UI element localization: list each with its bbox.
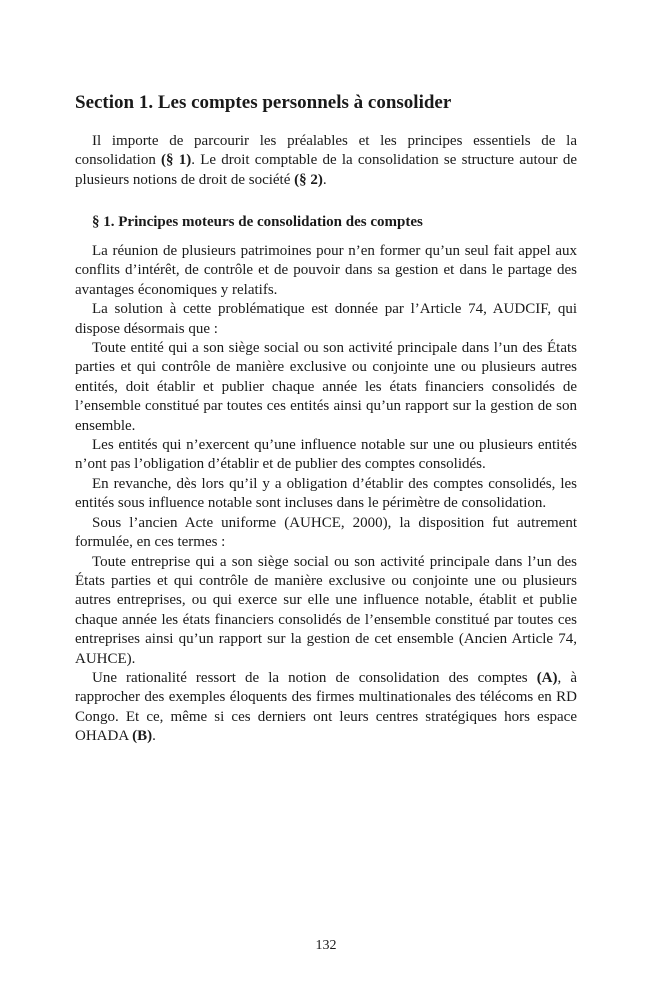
subsection-title: § 1. Principes moteurs de consolidation des comptes xyxy=(92,214,423,230)
intro-paragraph xyxy=(75,132,577,190)
intro-block xyxy=(75,132,577,190)
p8-text-1: Une rationalité ressort de la notion de consolidation des comptes xyxy=(92,669,537,686)
page-number: 132 xyxy=(315,938,337,953)
section-title: Section 1. Les comptes personnels à consolider xyxy=(75,92,452,113)
intro-ref-1: (§ 1) xyxy=(161,152,192,169)
p8-text-3: . xyxy=(152,728,156,745)
paragraph-1: La réunion de plusieurs patrimoines pour n’en former qu’un seul fait appel aux conflits d’intérêt, de contrôle et de pouvoir dans sa gestion et dans le partage des avantages économiques y relatifs. xyxy=(75,243,577,298)
p8-ref-1: (A) xyxy=(536,669,558,686)
p8-text-2: , à rapprocher des exemples éloquents des firmes multinationales des télécoms en RD Congo. Et ce, même si ces derniers ont leurs centres stratégiques hors espace OHADA xyxy=(75,669,577,745)
intro-text-2: . Le droit comptable de la consolidation se structure autour de plusieurs notions de droit de société xyxy=(75,152,577,188)
paragraph-5: En revanche, dès lors qu’il y a obligation d’établir des comptes consolidés, les entités sous influence notable sont incluses dans le périmètre de consolidation. xyxy=(75,475,577,512)
document-page xyxy=(75,0,577,1006)
p8-ref-2: (B) xyxy=(132,728,153,745)
paragraph-8 xyxy=(75,669,577,747)
intro-text-1: Il importe de parcourir les préalables et les principes essentiels de la consolidation xyxy=(75,133,577,169)
paragraph-7-quote: Toute entreprise qui a son siège social ou son activité principale dans l’un des États parties et qui contrôle de manière exclusive ou conjointe une ou plusieurs autres entreprises, ou qui exerce sur elle une influence notable, établit et publie chaque année les états financiers consolidés de l’ensemble constitué par toutes ces entreprises ainsi qu’un rapport sur la gestion de cet ensemble (Ancien Article 74, AUHCE). xyxy=(75,553,577,667)
intro-ref-2: (§ 2) xyxy=(294,171,323,188)
paragraph-6: Sous l’ancien Acte uniforme (AUHCE, 2000), la disposition fut autrement formulée, en ces termes : xyxy=(75,514,577,551)
paragraph-2: La solution à cette problématique est donnée par l’Article 74, AUDCIF, qui dispose désormais que : xyxy=(75,301,577,337)
intro-text-3: . xyxy=(322,171,327,188)
paragraph-3-quote: Toute entité qui a son siège social ou son activité principale dans l’un des États parties et qui contrôle de manière exclusive ou conjointe une ou plusieurs autres entités, doit établir et publier chaque année les états financiers consolidés de l’ensemble constitué par toutes ces entités ainsi qu’un rapport sur la gestion de son ensemble. xyxy=(75,340,577,434)
body-text xyxy=(75,242,577,747)
paragraph-4: Les entités qui n’exercent qu’une influence notable sur une ou plusieurs entités n’ont pas l’obligation d’établir et de publier des comptes consolidés. xyxy=(75,437,577,473)
